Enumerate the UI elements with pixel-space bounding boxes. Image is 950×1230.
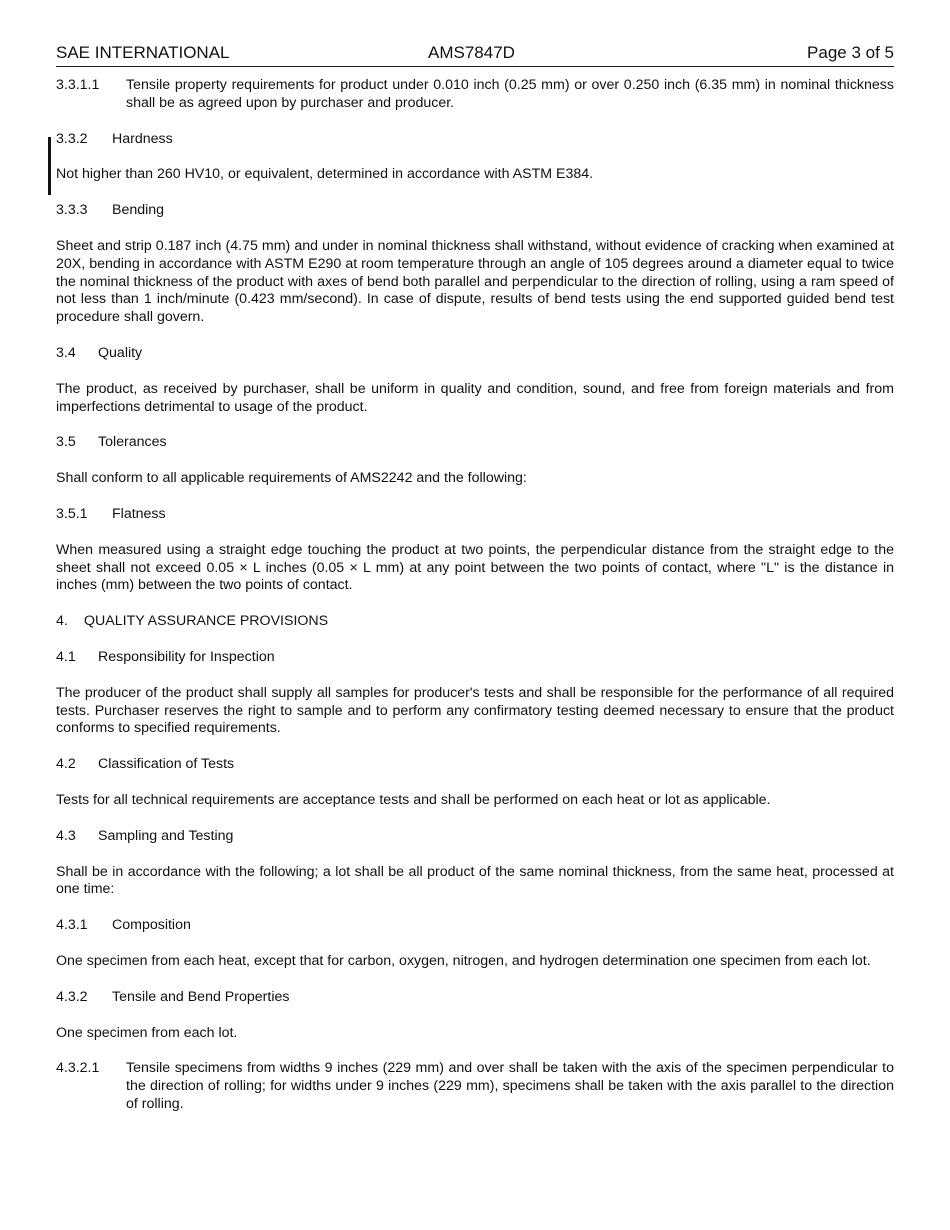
heading-title: Flatness bbox=[112, 505, 166, 522]
heading-3-4 bbox=[56, 345, 894, 363]
section-4-3-2-1 bbox=[56, 1060, 894, 1113]
heading-4-2 bbox=[56, 756, 894, 774]
heading-3-3-2 bbox=[56, 131, 894, 149]
paragraph-4-3: Shall be in accordance with the following; a lot shall be all product of the same nominal thickness, from the same heat, processed at one time: bbox=[56, 863, 894, 898]
heading-number: 3.4 bbox=[56, 344, 76, 361]
heading-number: 4.1 bbox=[56, 648, 76, 665]
heading-number: 3.5 bbox=[56, 434, 76, 451]
section-3-3-1-1 bbox=[56, 77, 894, 113]
heading-number: 4.3 bbox=[56, 827, 76, 844]
section-number: 4.3.2.1 bbox=[56, 1060, 100, 1077]
heading-number: 3.3.3 bbox=[56, 202, 88, 219]
heading-number: 4.3.1 bbox=[56, 917, 88, 934]
heading-title: Composition bbox=[112, 917, 191, 934]
paragraph-4-3-2: One specimen from each lot. bbox=[56, 1024, 238, 1041]
paragraph-3-3-3: Sheet and strip 0.187 inch (4.75 mm) and under in nominal thickness shall withstand, without evidence of cracking when examined at 20X, bending in accordance with ASTM E290 at room temperature through an angle of 105 degrees around a diameter equal to twice the nominal thickness of the product with axes of bend both parallel and perpendicular to the direction of rolling, using a ram speed of not less than 1 inch/minute (0.423 mm/second). In case of dispute, results of bend tests using the end supported guided bend test procedure shall govern. bbox=[56, 237, 894, 326]
header-page-number: Page 3 of 5 bbox=[807, 43, 894, 62]
heading-4-3-1 bbox=[56, 917, 894, 935]
heading-title: Tensile and Bend Properties bbox=[112, 988, 290, 1005]
heading-title: QUALITY ASSURANCE PROVISIONS bbox=[84, 613, 329, 630]
heading-4-3-2 bbox=[56, 989, 894, 1007]
paragraph-4-3-1: One specimen from each heat, except that for carbon, oxygen, nitrogen, and hydrogen determination one specimen from each lot. bbox=[56, 952, 871, 969]
heading-title: Bending bbox=[112, 202, 165, 219]
paragraph-3-3-2: Not higher than 260 HV10, or equivalent, determined in accordance with ASTM E384. bbox=[56, 166, 594, 183]
paragraph-4-2: Tests for all technical requirements are acceptance tests and shall be performed on each heat or lot as applicable. bbox=[56, 791, 771, 808]
section-text: Tensile property requirements for product under 0.010 inch (0.25 mm) or over 0.250 inch (6.35 mm) in nominal thickness shall be as agreed upon by purchaser and producer. bbox=[126, 77, 894, 111]
paragraph-3-5-1: When measured using a straight edge touching the product at two points, the perpendicular distance from the straight edge to the sheet shall not exceed 0.05 × L inches (0.05 × L mm) at any point between the two points of contact, where "L" is the distance in inches (mm) between the two points of contact. bbox=[56, 541, 894, 594]
heading-title: Sampling and Testing bbox=[98, 827, 234, 844]
paragraph-4-1: The producer of the product shall supply all samples for producer's tests and shall be responsible for the performance of all required tests. Purchaser reserves the right to sample and to perform any confirmatory testing deemed necessary to ensure that the product conforms to specified requirements. bbox=[56, 684, 894, 737]
heading-4-3 bbox=[56, 828, 894, 846]
heading-3-5 bbox=[56, 434, 894, 452]
heading-4 bbox=[56, 613, 894, 631]
heading-number: 4.2 bbox=[56, 756, 76, 773]
section-number: 3.3.1.1 bbox=[56, 77, 100, 93]
heading-title: Classification of Tests bbox=[98, 756, 235, 773]
heading-number: 4.3.2 bbox=[56, 988, 88, 1005]
paragraph-3-4: The product, as received by purchaser, shall be uniform in quality and condition, sound, and free from foreign materials and from imperfections detrimental to usage of the product. bbox=[56, 380, 894, 415]
heading-title: Hardness bbox=[112, 130, 173, 147]
header-doc-number: AMS7847D bbox=[428, 43, 515, 62]
paragraph-3-5: Shall conform to all applicable requirements of AMS2242 and the following: bbox=[56, 470, 527, 487]
section-text: Tensile specimens from widths 9 inches (229 mm) and over shall be taken with the axis of the specimen perpendicular to the direction of rolling; for widths under 9 inches (229 mm), specimens shall be taken with the axis parallel to the direction of rolling. bbox=[126, 1060, 894, 1112]
page-header bbox=[56, 42, 894, 67]
heading-title: Responsibility for Inspection bbox=[98, 648, 275, 665]
heading-title: Quality bbox=[98, 344, 143, 361]
heading-3-5-1 bbox=[56, 506, 894, 524]
heading-title: Tolerances bbox=[98, 434, 167, 451]
header-org: SAE INTERNATIONAL bbox=[56, 43, 230, 62]
document-page bbox=[56, 42, 894, 1132]
heading-number: 3.5.1 bbox=[56, 505, 88, 522]
heading-4-1 bbox=[56, 649, 894, 667]
heading-3-3-3 bbox=[56, 202, 894, 220]
heading-number: 3.3.2 bbox=[56, 130, 88, 147]
heading-number: 4. bbox=[56, 613, 68, 630]
revision-change-bar bbox=[48, 137, 51, 195]
